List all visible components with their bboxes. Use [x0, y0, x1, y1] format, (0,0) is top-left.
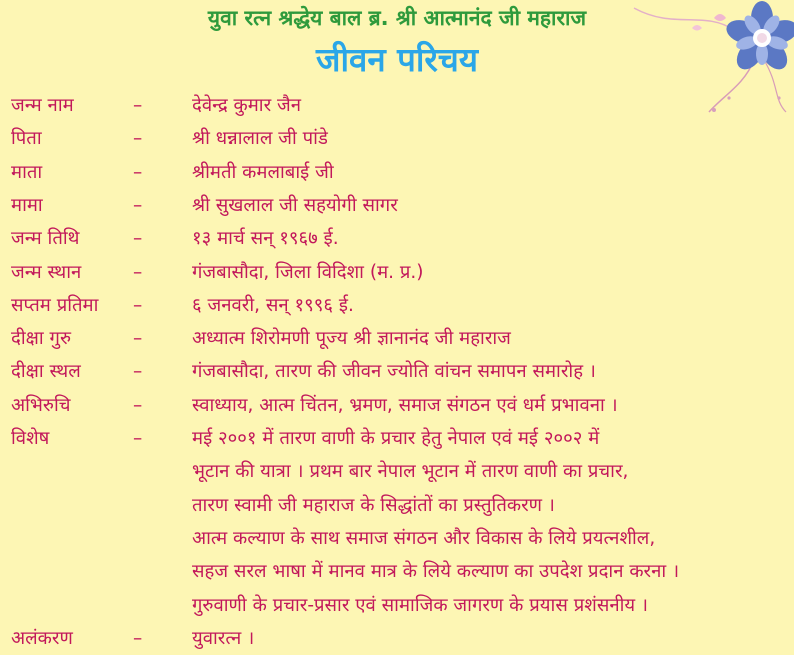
info-value: गंजबासौदा, तारण की जीवन ज्योति वांचन समापन समारोह ।	[192, 361, 596, 383]
separator-dash: –	[133, 428, 143, 449]
info-label: दीक्षा स्थल	[11, 361, 81, 383]
info-label: अलंकरण	[11, 627, 73, 649]
separator-dash: –	[133, 394, 143, 416]
vishesh-continuation-line: तारण स्वामी जी महाराज के सिद्धांतों का प्रस्तुतिकरण ।	[192, 494, 555, 516]
vishesh-continuation-line: गुरुवाणी के प्रचार-प्रसार एवं सामाजिक जागरण के प्रयास प्रशंसनीय ।	[192, 594, 649, 616]
info-value: युवारत्न ।	[192, 627, 255, 649]
info-value: श्री धन्नालाल जी पांडे	[192, 128, 328, 150]
separator-dash: –	[133, 228, 143, 250]
separator-dash: –	[133, 128, 143, 150]
separator-dash: –	[133, 627, 143, 649]
info-value: अध्यात्म शिरोमणी पूज्य श्री ज्ञानानंद जी महाराज	[192, 328, 511, 350]
info-value: ६ जनवरी, सन् १९९६ ई.	[192, 294, 354, 316]
info-value: स्वाध्याय, आत्म चिंतन, भ्रमण, समाज संगठन एवं धर्म प्रभावना ।	[192, 394, 618, 416]
info-label: अभिरुचि	[11, 394, 71, 416]
info-value: १३ मार्च सन् १९६७ ई.	[192, 228, 339, 250]
info-value: मई २००१ में तारण वाणी के प्रचार हेतु नेपाल एवं मई २००२ में	[192, 428, 600, 449]
info-label: मामा	[11, 194, 43, 216]
flower-ornament-icon	[614, 0, 794, 120]
vishesh-continuation-line: भूटान की यात्रा । प्रथम बार नेपाल भूटान में तारण वाणी का प्रचार,	[192, 461, 629, 483]
info-value: देवेन्द्र कुमार जैन	[192, 95, 302, 116]
separator-dash: –	[133, 95, 143, 116]
separator-dash: –	[133, 194, 143, 216]
separator-dash: –	[133, 161, 143, 183]
separator-dash: –	[133, 361, 143, 383]
page-title: जीवन परिचय	[315, 40, 479, 79]
vishesh-continuation-line: आत्म कल्याण के साथ समाज संगठन और विकास के लिये प्रयत्नशील,	[192, 527, 656, 549]
info-label: जन्म तिथि	[11, 228, 80, 250]
vishesh-continuation-line: सहज सरल भाषा में मानव मात्र के लिये कल्याण का उपदेश प्रदान करना ।	[192, 561, 680, 583]
info-label: पिता	[11, 128, 42, 150]
separator-dash: –	[133, 328, 143, 350]
page-subtitle: युवा रत्न श्रद्धेय बाल ब्र. श्री आत्मानंद जी महाराज	[207, 6, 587, 30]
info-label: विशेष	[11, 428, 50, 449]
info-label: जन्म नाम	[11, 95, 74, 116]
info-value: श्रीमती कमलाबाई जी	[192, 161, 334, 183]
info-label: दीक्षा गुरु	[11, 328, 72, 350]
separator-dash: –	[133, 294, 143, 316]
info-value: श्री सुखलाल जी सहयोगी सागर	[192, 194, 398, 216]
info-label: सप्तम प्रतिमा	[11, 294, 99, 316]
info-label: माता	[11, 161, 43, 183]
info-label: जन्म स्थान	[11, 261, 82, 283]
info-value: गंजबासौदा, जिला विदिशा (म. प्र.)	[192, 261, 424, 283]
separator-dash: –	[133, 261, 143, 283]
